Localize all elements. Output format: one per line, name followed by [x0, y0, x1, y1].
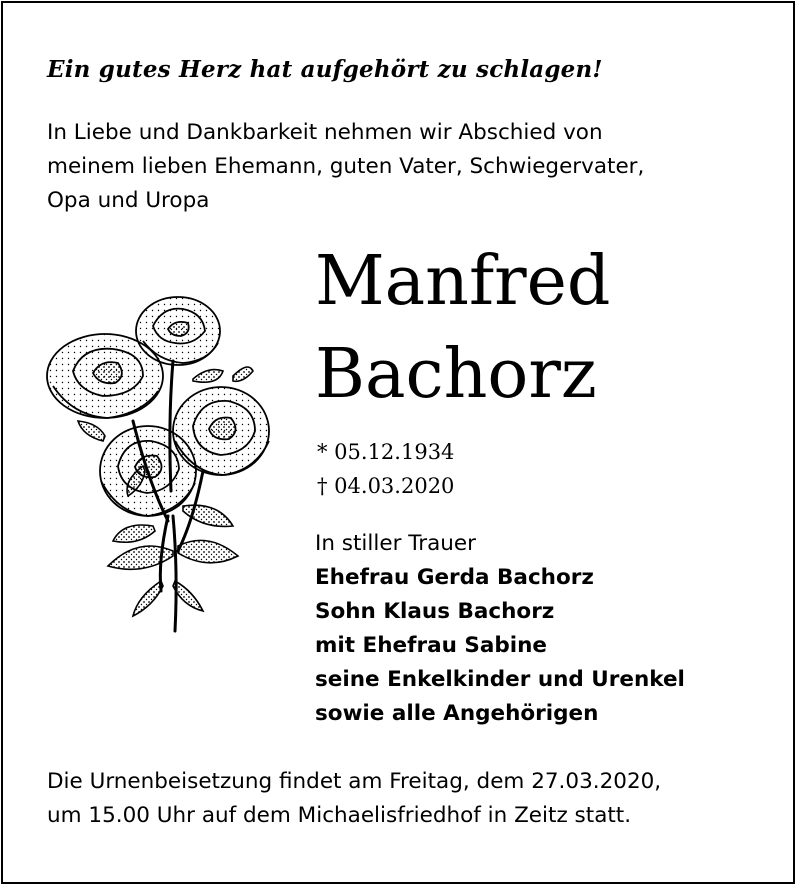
burial-info: [47, 765, 661, 833]
mourner-line: seine Enkelkinder und Urenkel: [315, 667, 685, 692]
burial-line: Die Urnenbeisetzung findet am Freitag, dem 27.03.2020,: [47, 769, 662, 794]
intro-text: [47, 116, 767, 218]
motto: Ein gutes Herz hat aufgehört zu schlagen!: [47, 56, 603, 83]
birth-date: * 05.12.1934: [317, 440, 455, 464]
intro-line: In Liebe und Dankbarkeit nehmen wir Abschied von: [47, 120, 603, 145]
mourner-line: mit Ehefrau Sabine: [315, 633, 548, 658]
death-date: † 04.03.2020: [317, 474, 455, 498]
life-dates: [317, 435, 454, 503]
mourner-line: Ehefrau Gerda Bachorz: [315, 565, 594, 590]
roses-bouquet-illustration: [43, 291, 275, 636]
mourner-line: Sohn Klaus Bachorz: [315, 599, 555, 624]
mourner-line: sowie alle Angehörigen: [315, 701, 599, 726]
first-name: Manfred: [315, 242, 611, 321]
mourners-block: [315, 527, 685, 731]
mourning-intro: In stiller Trauer: [315, 531, 476, 556]
last-name: Bachorz: [315, 335, 597, 414]
intro-line: meinem lieben Ehemann, guten Vater, Schwiegervater,: [47, 154, 645, 179]
deceased-name: [315, 235, 610, 421]
intro-line: Opa und Uropa: [47, 188, 210, 213]
burial-line: um 15.00 Uhr auf dem Michaelisfriedhof in Zeitz statt.: [47, 803, 632, 828]
notice-frame: [1, 1, 795, 884]
